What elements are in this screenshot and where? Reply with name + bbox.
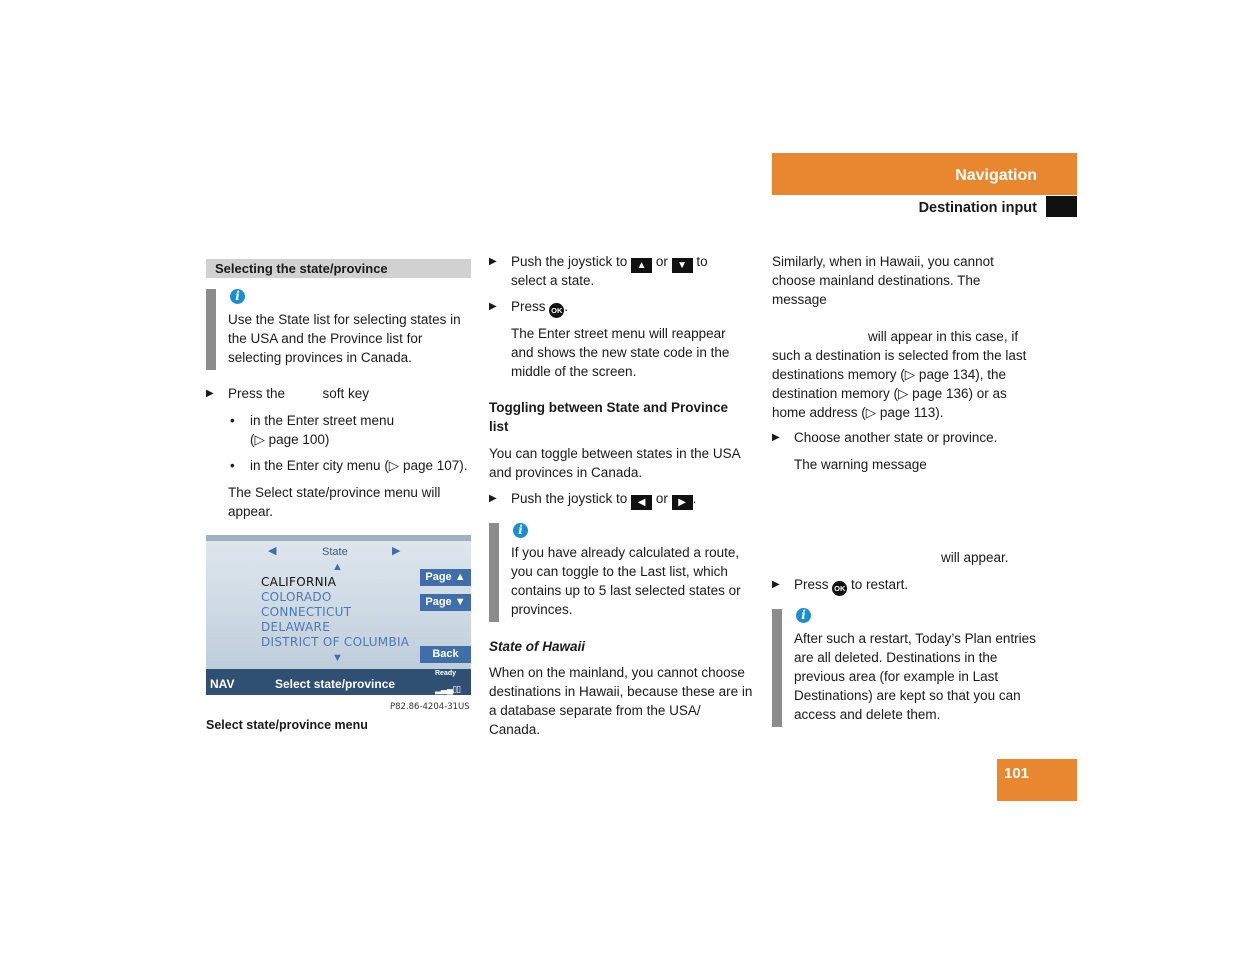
section-title: Destination input <box>918 200 1037 216</box>
step-text <box>511 489 756 510</box>
down-arrow-icon: ▼ <box>332 652 343 664</box>
step-arrow-icon: ▶ <box>489 493 497 504</box>
status-title: Select state/province <box>275 677 396 691</box>
joystick-right-icon: ▶ <box>672 495 693 510</box>
step-text-part: Press <box>794 577 829 592</box>
step-text-part: . <box>564 299 569 314</box>
joystick-up-icon: ▲ <box>631 258 652 273</box>
step-text-part: Push the joystick to <box>511 254 628 269</box>
list-item: DISTRICT OF COLUMBIA <box>261 635 410 649</box>
chapter-title: Navigation <box>955 167 1037 184</box>
status-nav: NAV <box>210 677 235 691</box>
info-bar <box>772 609 782 727</box>
result-text: The Enter street menu will reappear and shows the new state code in the middle of the screen. <box>511 326 730 379</box>
bullet-text: (▷ page 100) <box>250 432 330 447</box>
info-text: Use the State list for selecting states in the USA and the Province list for selecting provinces in Canada. <box>228 312 461 365</box>
step-text-part: or <box>655 254 668 269</box>
subsection-heading: Toggling between State and Province list <box>489 400 729 434</box>
signal-icon: ▂▃▄▯▯ <box>435 684 461 694</box>
info-icon: i <box>513 523 528 538</box>
page-number: 101 <box>1004 765 1030 782</box>
info-icon: i <box>230 289 245 304</box>
info-icon: i <box>796 608 811 623</box>
figure-caption: Select state/province menu <box>206 718 368 732</box>
left-arrow-icon: ◀ <box>268 545 277 557</box>
step-text-part: Push the joystick to <box>511 491 628 506</box>
page-down-softkey: Page ▼ <box>420 594 471 611</box>
info-bar <box>206 289 216 370</box>
step-text-part: . <box>692 491 697 506</box>
page-up-softkey: Page ▲ <box>420 569 471 586</box>
joystick-down-icon: ▼ <box>672 258 693 273</box>
list-item: DELAWARE <box>261 620 331 634</box>
step-arrow-icon: ▶ <box>206 388 214 399</box>
section-heading: Selecting the state/province <box>206 259 471 278</box>
ok-button-icon: OK <box>549 303 564 318</box>
paragraph: Similarly, when in Hawaii, you cannot choose mainland destinations. The message <box>772 254 994 307</box>
bullet-text: in the Enter city menu (▷ page 107). <box>250 458 468 473</box>
joystick-left-icon: ◀ <box>631 495 652 510</box>
list-item: COLORADO <box>261 590 332 604</box>
ready-label: Ready <box>435 670 457 677</box>
up-arrow-icon: ▲ <box>332 561 343 573</box>
state-label: State <box>322 546 348 558</box>
status-bar <box>206 669 471 695</box>
step-text: Press the soft key <box>228 386 370 401</box>
select-state-screen <box>206 535 471 695</box>
ok-button-icon: OK <box>832 581 847 596</box>
paragraph: will appear in this case, if such a destination is selected from the last destinations memory (▷ page 134), the destination memory (▷ page 136) or as home address (▷ page 113). <box>772 329 1027 420</box>
step-arrow-icon: ▶ <box>489 301 497 312</box>
bullet-dot: • <box>230 413 235 428</box>
step-arrow-icon: ▶ <box>772 579 780 590</box>
subsection-heading: State of Hawaii <box>489 639 586 654</box>
step-text-part: or <box>655 491 668 506</box>
result-text: will appear. <box>941 550 1009 565</box>
step-text: Choose another state or province. <box>794 430 998 445</box>
info-text: After such a restart, Today’s Plan entries are all deleted. Destinations in the previous area (for example in Last Destinations) are kept so that you can access and delete them. <box>794 631 1036 722</box>
paragraph: When on the mainland, you cannot choose destinations in Hawaii, because these are in a database separate from the USA/ Canada. <box>489 665 753 737</box>
step-text <box>794 575 1039 596</box>
result-text: The Select state/province menu will appear. <box>228 485 441 519</box>
step-arrow-icon: ▶ <box>772 432 780 443</box>
screen-top-band <box>206 535 471 541</box>
bullet-text: in the Enter street menu <box>250 413 395 428</box>
bullet-dot: • <box>230 458 235 473</box>
paragraph: You can toggle between states in the USA and provinces in Canada. <box>489 446 740 480</box>
list-item: CONNECTICUT <box>261 605 352 619</box>
step-text-part: to <box>696 254 708 269</box>
info-bar <box>489 523 499 622</box>
step-text <box>511 297 756 318</box>
right-arrow-icon: ▶ <box>392 545 401 557</box>
figure-code: P82.86-4204-31US <box>390 702 470 712</box>
list-item: CALIFORNIA <box>261 575 337 589</box>
step-text <box>511 252 756 273</box>
result-text: The warning message <box>794 457 927 472</box>
back-softkey: Back <box>420 646 471 663</box>
step-text-part: to restart. <box>851 577 909 592</box>
header-marker <box>1046 196 1077 217</box>
step-text-part: Press <box>511 299 546 314</box>
step-text: select a state. <box>511 273 595 288</box>
step-arrow-icon: ▶ <box>489 256 497 267</box>
info-text: If you have already calculated a route, you can toggle to the Last list, which contains up to 5 last selected states or provinces. <box>511 545 741 617</box>
